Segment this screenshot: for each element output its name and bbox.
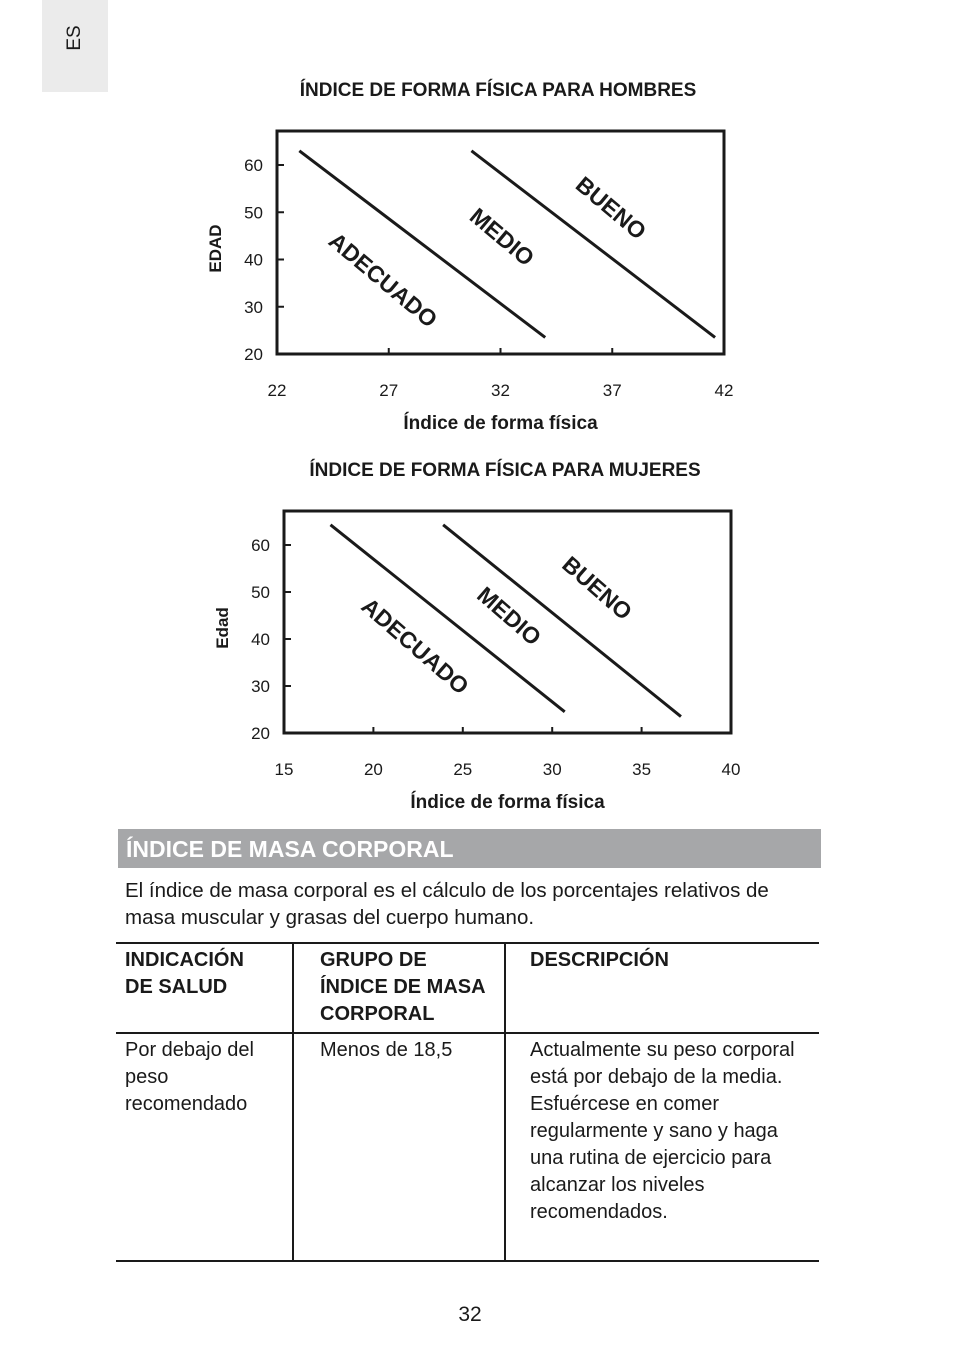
zone-label-medio: MEDIO bbox=[464, 202, 540, 272]
y-tick-label: 40 bbox=[244, 250, 263, 270]
zone-label-adecuado: ADECUADO bbox=[323, 227, 443, 333]
x-tick-label: 27 bbox=[379, 381, 399, 400]
cell-bmi-group: Menos de 18,5 bbox=[320, 1039, 453, 1061]
section-title: ÍNDICE DE MASA CORPORAL bbox=[126, 836, 454, 862]
table-header-rule bbox=[116, 1032, 819, 1034]
cell-health-indication: Por debajo del peso recomendado bbox=[125, 1039, 254, 1115]
x-tick-label: 40 bbox=[721, 760, 741, 779]
y-tick-label: 30 bbox=[244, 297, 263, 317]
zone-label-medio: MEDIO bbox=[472, 581, 547, 651]
boundary-line bbox=[443, 525, 681, 717]
intro-line: El índice de masa corporal es el cálculo de los porcentajes relativos de bbox=[125, 879, 769, 902]
y-tick-label: 40 bbox=[251, 630, 270, 649]
x-tick-label: 20 bbox=[363, 760, 383, 779]
y-tick-label: 50 bbox=[251, 583, 270, 602]
y-tick-label: 20 bbox=[244, 345, 263, 364]
header-health-indication: INDICACIÓN DE SALUD bbox=[125, 949, 244, 998]
zone-label-bueno: BUENO bbox=[570, 171, 652, 245]
x-tick-label: 15 bbox=[274, 760, 294, 779]
bmi-table bbox=[116, 942, 819, 1262]
y-tick-label: 30 bbox=[251, 677, 270, 696]
women-chart-title: ÍNDICE DE FORMA FÍSICA PARA MUJERES bbox=[309, 460, 701, 481]
x-tick-label: 32 bbox=[491, 381, 510, 400]
intro-paragraph bbox=[125, 877, 825, 931]
x-axis-label: Índice de forma física bbox=[403, 413, 598, 434]
x-tick-label: 37 bbox=[602, 381, 622, 400]
zone-label-adecuado: ADECUADO bbox=[356, 592, 474, 700]
men-chart-title: ÍNDICE DE FORMA FÍSICA PARA HOMBRES bbox=[299, 80, 697, 101]
x-tick-label: 42 bbox=[714, 381, 734, 400]
zone-label-bueno: BUENO bbox=[557, 550, 638, 626]
y-tick-label: 50 bbox=[244, 203, 263, 223]
x-tick-label: 35 bbox=[632, 760, 652, 779]
y-axis-label: Edad bbox=[213, 607, 232, 649]
cell-description: Actualmente su peso corporal está por debajo de la media. Esfuércese en comer regularmente y sano y haga una rutina de ejercicio para alcanzar los niveles recomendados. bbox=[530, 1039, 795, 1223]
y-axis-label: EDAD bbox=[206, 224, 225, 273]
section-header-bmi bbox=[118, 829, 821, 868]
table-column-divider bbox=[504, 942, 506, 1262]
page-number: 32 bbox=[458, 1303, 482, 1326]
language-label: ES bbox=[64, 25, 85, 51]
table-column-divider bbox=[292, 942, 294, 1262]
table-top-rule bbox=[116, 942, 819, 944]
header-bmi-group: GRUPO DE ÍNDICE DE MASA CORPORAL bbox=[320, 949, 486, 1025]
intro-line: masa muscular y grasas del cuerpo humano. bbox=[125, 906, 535, 929]
x-tick-label: 22 bbox=[267, 381, 287, 400]
header-description: DESCRIPCIÓN bbox=[530, 949, 669, 971]
x-axis-label: Índice de forma física bbox=[410, 792, 605, 813]
x-tick-label: 25 bbox=[453, 760, 473, 779]
y-tick-label: 20 bbox=[251, 724, 270, 743]
table-bottom-rule bbox=[116, 1260, 819, 1262]
y-tick-label: 60 bbox=[251, 536, 270, 555]
x-tick-label: 30 bbox=[542, 760, 562, 779]
y-tick-label: 60 bbox=[244, 156, 263, 175]
